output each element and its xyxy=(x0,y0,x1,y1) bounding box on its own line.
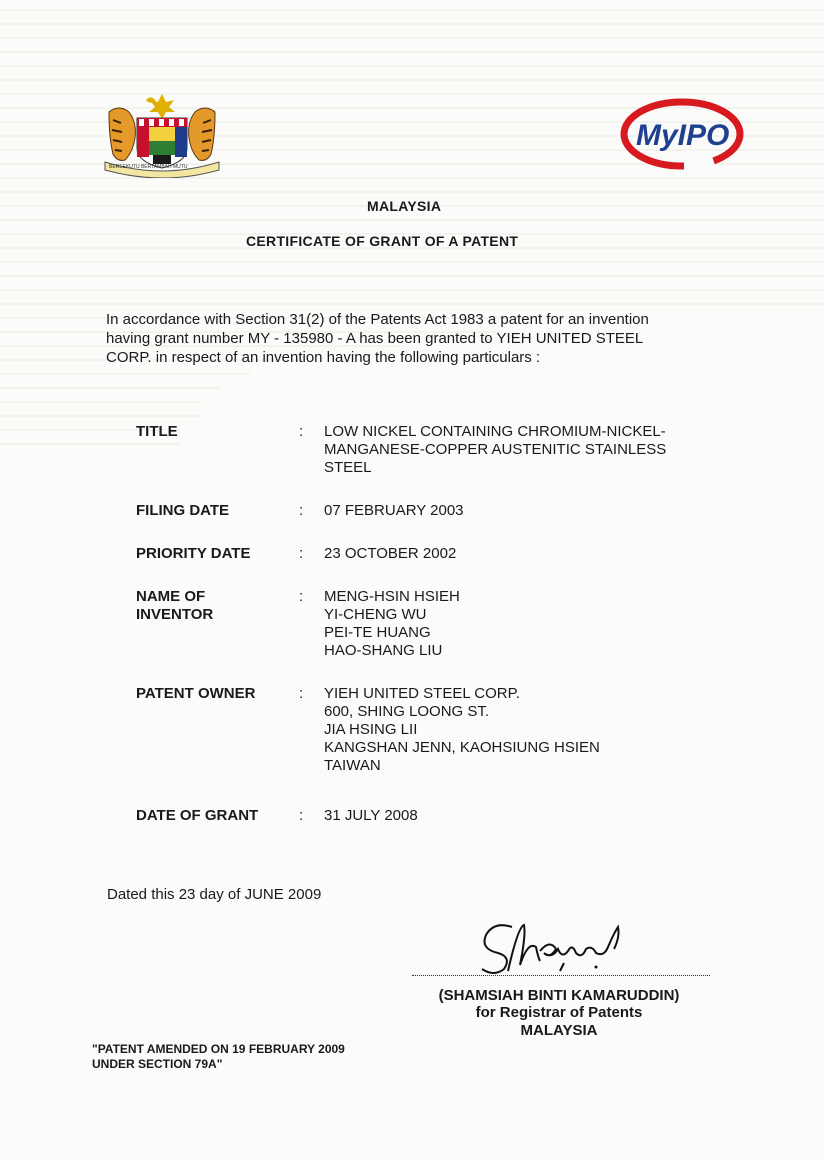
patent-owner-address xyxy=(324,685,600,775)
handwritten-signature xyxy=(478,915,638,977)
amendment-note-line-2: UNDER SECTION 79A" xyxy=(92,1057,223,1071)
title-label: TITLE xyxy=(136,423,178,440)
amendment-note-line-1: "PATENT AMENDED ON 19 FEBRUARY 2009 xyxy=(92,1042,345,1056)
signatory-name: (SHAMSIAH BINTI KAMARUDDIN) xyxy=(438,987,680,1004)
owner-address-line: YIEH UNITED STEEL CORP. xyxy=(324,685,520,702)
inventor-label-line-2: INVENTOR xyxy=(136,606,214,623)
svg-text:BERSEKUTU BERTAMBAH MUTU: BERSEKUTU BERTAMBAH MUTU xyxy=(109,164,188,170)
owner-address-line: 600, SHING LOONG ST. xyxy=(324,703,490,720)
title-colon: : xyxy=(299,423,304,440)
filing-date-value: 07 FEBRUARY 2003 xyxy=(324,502,464,519)
owner-address-line: JIA HSING LII xyxy=(324,721,418,738)
svg-text:MyIPO: MyIPO xyxy=(636,119,730,152)
intro-line-2: having grant number MY - 135980 - A has been granted to YIEH UNITED STEEL xyxy=(106,330,644,347)
date-of-grant-value: 31 JULY 2008 xyxy=(324,807,418,824)
inventor-name: PEI-TE HUANG xyxy=(324,624,431,641)
date-of-grant-label: DATE OF GRANT xyxy=(136,807,259,824)
priority-date-value: 23 OCTOBER 2002 xyxy=(324,545,457,562)
owner-address-line: KANGSHAN JENN, KAOHSIUNG HSIEN xyxy=(324,739,600,756)
priority-date-label: PRIORITY DATE xyxy=(136,545,251,562)
title-value-line: LOW NICKEL CONTAINING CHROMIUM-NICKEL- xyxy=(324,423,666,440)
owner-address-line: TAIWAN xyxy=(324,757,381,774)
inventor-name: YI-CHENG WU xyxy=(324,606,427,623)
signature-line xyxy=(412,975,710,976)
patent-owner-label: PATENT OWNER xyxy=(136,685,256,702)
country-heading: MALAYSIA xyxy=(367,198,442,214)
dated-line: Dated this 23 day of JUNE 2009 xyxy=(107,886,322,903)
signatory-country: MALAYSIA xyxy=(520,1022,598,1039)
coat-of-arms-logo xyxy=(103,92,221,178)
intro-line-1: In accordance with Section 31(2) of the Patents Act 1983 a patent for an invention xyxy=(106,311,649,328)
patent-owner-colon: : xyxy=(299,685,304,702)
title-value xyxy=(324,423,666,477)
filing-date-label: FILING DATE xyxy=(136,502,230,519)
inventor-label-line-1: NAME OF xyxy=(136,588,206,605)
inventor-name: MENG-HSIN HSIEH xyxy=(324,588,460,605)
myipo-logo xyxy=(616,96,746,176)
inventor-colon: : xyxy=(299,588,304,605)
title-value-line: MANGANESE-COPPER AUSTENITIC STAINLESS xyxy=(324,441,667,458)
signatory-role: for Registrar of Patents xyxy=(475,1004,643,1021)
filing-date-colon: : xyxy=(299,502,304,519)
title-value-line: STEEL xyxy=(324,459,372,476)
date-of-grant-colon: : xyxy=(299,807,304,824)
inventor-list xyxy=(324,588,460,660)
intro-line-3: CORP. in respect of an invention having the following particulars : xyxy=(106,349,541,366)
inventor-name: HAO-SHANG LIU xyxy=(324,642,443,659)
certificate-title: CERTIFICATE OF GRANT OF A PATENT xyxy=(246,233,519,249)
priority-date-colon: : xyxy=(299,545,304,562)
